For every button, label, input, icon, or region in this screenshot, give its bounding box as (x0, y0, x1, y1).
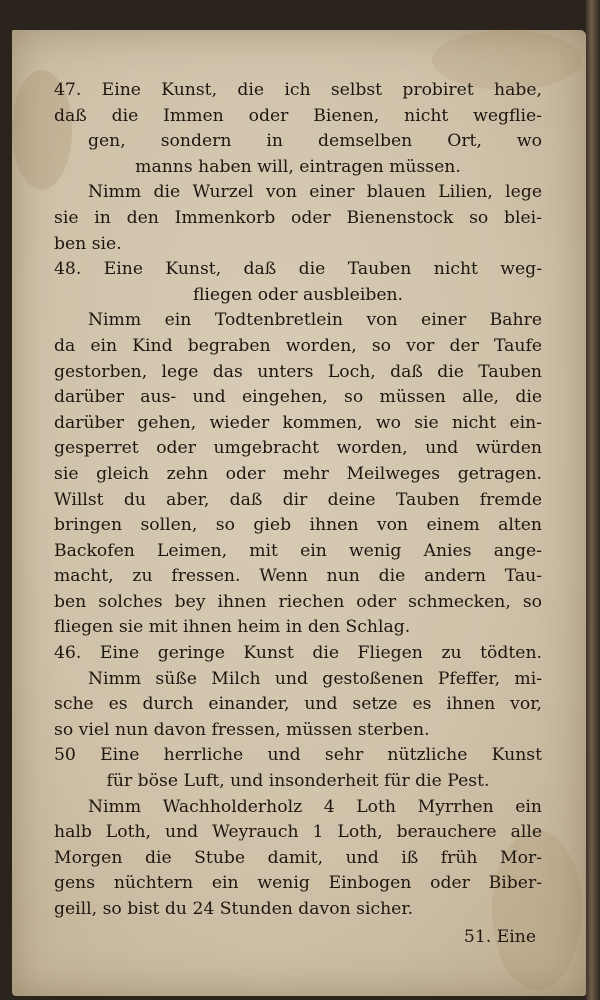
text-line: ben sie. (54, 233, 122, 254)
text-line: bringen sollen, so gieb ihnen von einem alten (54, 515, 542, 536)
text-line: Willst du aber, daß dir deine Tauben fremde (54, 489, 542, 510)
text-line: geill, so bist du 24 Stunden davon sicher. (54, 899, 414, 919)
text-line: darüber aus- und eingehen, so müssen alle, die (54, 387, 542, 408)
text-line: 50 Eine herrliche und sehr nützliche Kunst (54, 745, 542, 766)
text-line: sie in den Immenkorb oder Bienenstock so blei- (54, 207, 542, 228)
text-line: 46. Eine geringe Kunst die Fliegen zu tödten. (54, 643, 542, 664)
page-text-block (54, 78, 542, 950)
text-line: gens nüchtern ein wenig Einbogen oder Biber- (54, 873, 542, 894)
text-line: fliegen sie mit ihnen heim in den Schlag. (54, 617, 411, 638)
text-line: Nimm süße Milch und gestoßenen Pfeffer, mi- (88, 668, 542, 689)
text-line: Morgen die Stube damit, und iß früh Mor- (54, 847, 542, 868)
catchword: 51. Eine (463, 926, 536, 947)
text-line: 47. Eine Kunst, die ich selbst probiret habe, (54, 80, 542, 100)
text-line: da ein Kind begraben worden, so vor der Taufe (54, 335, 542, 356)
text-line: darüber gehen, wieder kommen, wo sie nicht ein- (54, 412, 542, 433)
text-line: gestorben, lege das unters Loch, daß die Tauben (54, 361, 542, 382)
text-line: sche es durch einander, und setze es ihnen vor, (54, 694, 542, 715)
text-line: so viel nun davon fressen, müssen sterben. (54, 719, 430, 740)
text-line: Backofen Leimen, mit ein wenig Anies ange- (54, 540, 542, 561)
text-line: sie gleich zehn oder mehr Meilweges getragen. (54, 463, 542, 484)
text-line: gesperret oder umgebracht worden, und würden (54, 438, 542, 459)
text-line: daß die Immen oder Bienen, nicht wegflie- (54, 105, 542, 126)
text-line: macht, zu fressen. Wenn nun die andern Tau- (54, 566, 542, 587)
text-line: Nimm die Wurzel von einer blauen Lilien, lege (88, 182, 542, 203)
text-line: für böse Luft, und insonderheit für die Pest. (106, 771, 490, 792)
text-line: gen, sondern in demselben Ort, wo (88, 131, 542, 152)
book-spine-edge (586, 0, 600, 1000)
text-line: manns haben will, eintragen müssen. (135, 156, 461, 177)
text-line: ben solches bey ihnen riechen oder schmecken, so (54, 591, 542, 612)
text-line: halb Loth, und Weyrauch 1 Loth, berauchere alle (54, 822, 542, 843)
text-line: Nimm Wachholderholz 4 Loth Myrrhen ein (88, 796, 542, 817)
text-line: 48. Eine Kunst, daß die Tauben nicht weg- (54, 259, 542, 280)
text-line: Nimm ein Todtenbretlein von einer Bahre (88, 310, 542, 331)
text-line: fliegen oder ausbleiben. (192, 284, 404, 305)
